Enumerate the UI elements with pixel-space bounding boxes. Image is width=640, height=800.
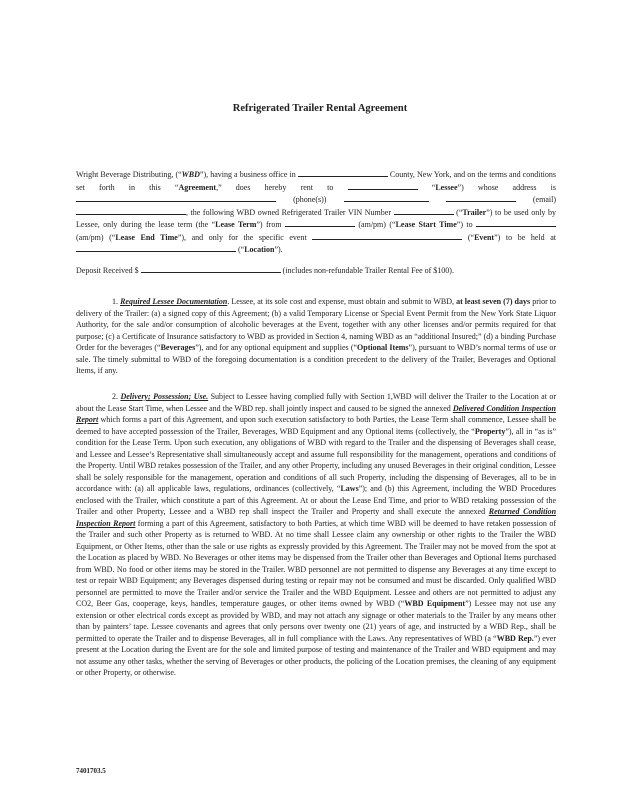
intro-text: ”) from — [256, 220, 282, 229]
section-2-paragraph — [76, 391, 556, 679]
section-2-text: ”), all in “as is” condition for the Lease Term. Upon such execution, any obligations of WBD with regard to the Trailer and the dispensing of Beverages shall cease, and Lessee and Lessee’s Representative shall simultaneously accept and assume full responsibility for the management, operations and conditions of the Property. Until WBD retakes possession of the Trailer, and any other Property, including any unused Beverages in their original condition, Lessee shall be solely responsible for the management, operation and conditions of all such Property, including the dispensing of Beverages, all to be in accordance with: (a) all applicable laws, regulations, ordinances (collectively, “ — [76, 426, 556, 493]
term-lease-end: Lease End Time — [115, 232, 178, 242]
document-title: Refrigerated Trailer Rental Agreement — [232, 103, 408, 114]
email-field[interactable] — [446, 193, 516, 202]
section-2-text: ”) ever present at the Location during the Event are for the sole and limited purpose of testing and maintenance of the Trailer and WBD equipment and may not assume any other tasks, whether the serving of Beverages or other products, the policing of the Location premises, the cleaning of any equipment or other Property, or otherwise. — [76, 633, 557, 677]
intro-text: (“ — [467, 232, 475, 242]
section-1-text: ”), pursuant to WBD’s normal terms of use or sale. The timely submittal to WBD of the foregoing documentation is a condition precedent to the delivery of the Trailer, Beverages and Optional Items, if any. — [76, 343, 557, 375]
section-2-text: forming a part of this Agreement, satisfactory to both Parties, at which time WBD will be deemed to have retaken possession of the Trailer and such other Property as is returned to WBD. At no time shall Lessee claim any ownership or other rights to the Trailer the WBD Equipment, or Other Items, other than the sale or use rights as expressly provided by this Agreement. The Trailer may not be moved from the spot at the Location as placed by WBD. No Beverages or other items may be dispensed from the Trailer other than Beverages and Optional Items purchased from WBD. No food or other items may be stored in the Trailer. WBD personnel are not permitted to dispense any Beverages at any time except to test or repair WBD Equipment; any Beverages dispensed during testing or repair may not be consumed and must be discarded. Only qualified WBD personnel are permitted to move the Trailer and/or service the Trailer and the WBD Equipment. Lessee and others are not permitted to adjust any CO2, Beer Gas, cooperage, keys, handles, temperature gauges, or other items owned by WBD (“ — [76, 518, 556, 608]
section-1-paragraph — [76, 296, 556, 377]
event-field[interactable] — [312, 231, 462, 240]
section-1-text: ”), and for any optional equipment and supplies (“ — [195, 343, 358, 352]
deposit-note: (includes non-refundable Trailer Rental Fee of $100). — [282, 266, 454, 275]
term-trailer: Trailer — [462, 207, 487, 217]
section-1-text: . Lessee, at its sole cost and expense, must obtain and submit to WBD, — [227, 297, 454, 306]
phone-field[interactable] — [344, 193, 429, 202]
section-2-heading: Delivery; Possession; Use. — [120, 392, 209, 401]
intro-text: (am/pm) (“ — [358, 220, 396, 229]
intro-text: Wright Beverage Distributing, (“ — [76, 170, 182, 179]
intro-text: ”). — [274, 245, 283, 254]
lessee-name-field[interactable] — [348, 181, 418, 190]
section-2-text: ”); and (b) this Agreement, including the WBD Procedures enclosed with the Trailer, which constitute a part of this Agreement. At or about the Lease End Time, and prior to WBD retaking possession of the Trailer and other Property, Lessee and a WBD rep shall inspect the Trailer and Property and shall execute the annexed — [76, 484, 556, 516]
intro-paragraph — [76, 168, 556, 256]
county-field[interactable] — [298, 168, 388, 177]
intro-text: “ — [431, 182, 436, 192]
term-wbd: WBD — [181, 170, 200, 179]
section-1-bold: at least seven (7) days — [456, 297, 531, 306]
term-event: Event — [474, 232, 495, 242]
section-2-text: Subject to Lessee having complied fully with Section 1,WBD will deliver the Trailer to the Location at or about the Lease Start Time, when Lessee and the WBD rep. shall jointly inspect and caused to be signed the annexed — [76, 392, 557, 413]
lease-start-field[interactable] — [285, 218, 355, 227]
intro-text: (email) — [532, 195, 556, 204]
term-lease-term: Lease Term — [215, 220, 257, 229]
term-lease-start: Lease Start Time — [395, 220, 457, 229]
deposit-label: Deposit Received $ — [76, 266, 139, 275]
document-id: 7401703.5 — [76, 767, 106, 775]
section-1-number: 1. — [112, 297, 118, 306]
intro-text: ”), and only for the specific event — [177, 232, 307, 242]
section-1-heading: Required Lessee Documentation — [120, 297, 228, 306]
section-1-text: prior to delivery of the Trailer: (a) a signed copy of this Agreement; (b) a valid Temporary License or Special Event Permit from the New York State Liquor Authority, for the sale and/or consumption of alcoholic beverages at the Event, together with any other licenses and/or permits required for that purpose; (c) a Certificate of Insurance satisfactory to WBD as provided in Section 4, naming WBD as an “additional Insured;” (d) a binding Purchase Order for the beverages (“ — [76, 297, 557, 352]
section-2-text: ”) Lessee may not use any extension or other electrical cords except as provided by WBD, and may not attach any signage or other materials to the Trailer by any means other than by painters’ tape. Lessee covenants and agrees that only persons over twenty one (21) years of age, and instructed by a WBD Rep., shall be permitted to operate the Trailer and to dispense Beverages, all in full compliance with the Laws. Any representatives of WBD (a “ — [76, 599, 556, 643]
term-location: Location — [244, 245, 275, 254]
term-agreement: Agreement — [178, 182, 217, 192]
term-wbd-equipment: WBD Equipment — [404, 599, 466, 608]
intro-text: ”) to be held at — [494, 232, 556, 242]
intro-text: ”) whose address is — [457, 182, 557, 192]
term-property: Property — [474, 426, 506, 436]
intro-text: (“ — [238, 245, 245, 254]
intro-text: County, New York, and on the terms and conditions set forth in this “ — [76, 170, 557, 192]
intro-text: , the following WBD owned Refrigerated Trailer VIN Number — [186, 207, 391, 217]
term-lessee: Lessee — [435, 182, 458, 192]
intro-text: (am/pm) (“ — [76, 232, 116, 242]
section-2-number: 2. — [112, 392, 118, 401]
returned-report-title: Returned Condition Inspection Report — [76, 507, 557, 528]
lease-end-field[interactable] — [476, 218, 556, 227]
intro-text: (phone(s)) — [293, 195, 327, 204]
term-beverages: Beverages — [160, 343, 196, 352]
deposit-line — [76, 264, 556, 277]
location-field[interactable] — [76, 243, 236, 252]
section-2-text: which forms a part of this Agreement, and upon such execution satisfactory to both Parties, the Lease Term shall commence, Lessee shall be deemed to have accepted possession of the Trailer, Beverages, WBD Equipment and any Optional items (collectively, the “ — [76, 415, 556, 436]
intro-text: ”), having a business office in — [199, 170, 296, 179]
deposit-amount-field[interactable] — [141, 264, 281, 273]
intro-text: (“ — [456, 207, 463, 217]
vin-field[interactable] — [394, 206, 454, 215]
term-wbd-rep: WBD Rep. — [496, 633, 534, 643]
email-field-line[interactable] — [76, 206, 186, 215]
delivered-report-title: Delivered Condition Inspection Report — [76, 403, 557, 424]
term-laws: Laws — [340, 484, 359, 493]
lessee-address-field[interactable] — [76, 193, 276, 202]
intro-text: ”) to — [456, 220, 473, 229]
intro-text: ,” does hereby rent to — [216, 182, 334, 192]
term-optional-items: Optional Items — [357, 343, 409, 352]
intro-text: ”) to be used only by Lessee, only during the lease term (the “ — [76, 207, 557, 229]
